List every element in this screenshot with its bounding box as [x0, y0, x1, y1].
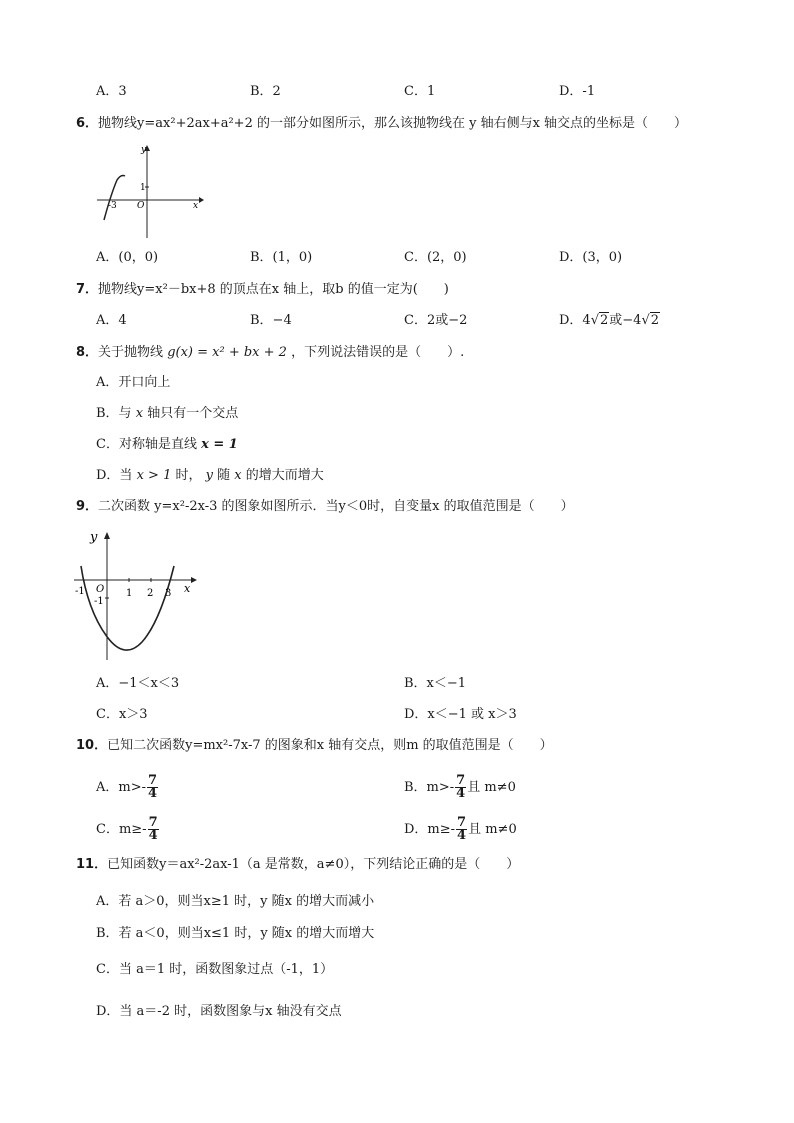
q6-option-b: B．(1，0) — [250, 250, 313, 265]
q10-option-a-fraction — [147, 775, 158, 800]
q8-option-b-var: x — [135, 406, 144, 421]
q8-option-d-cond: x > 1 — [136, 468, 172, 483]
q10-option-b-numerator: 7 — [456, 773, 466, 788]
q10-option-d-denominator: 4 — [457, 828, 467, 843]
q9-graph — [72, 528, 202, 663]
q10-option-a — [96, 775, 159, 800]
q8-option-c-pre: C．对称轴是直线 — [96, 437, 197, 452]
q11-stem: 已知函数y＝ax²-2ax-1（a 是常数，a≠0），下列结论正确的是（ ） — [107, 857, 520, 872]
q6-option-d: D．(3，0) — [559, 250, 623, 265]
q10-stem: 已知二次函数y=mx²-7x-7 的图象和x 轴有交点，则m 的取值范围是（ ） — [107, 738, 553, 753]
q10-option-c-pre: C．m≥- — [96, 822, 147, 837]
q6-option-a: A．(0，0) — [96, 250, 159, 265]
q11-option-d: D．当 a＝-2 时，函数图象与x 轴没有交点 — [96, 1004, 342, 1019]
q11-option-c: C．当 a＝1 时，函数图象过点（-1，1） — [96, 962, 334, 977]
q10-number: 10． — [76, 738, 108, 753]
q8-option-d-mid2: 随 — [217, 468, 231, 483]
q10-option-a-numerator: 7 — [148, 773, 158, 788]
q6-graph-x-label: x — [193, 201, 199, 211]
q9-graph-y-label: y — [90, 530, 98, 545]
q9-option-b: B．x＜−1 — [404, 676, 467, 691]
q7-option-d-mid: 或−4 — [609, 313, 642, 328]
q8-option-c-eq: x = 1 — [201, 437, 238, 452]
q9-graph-tick-1: 1 — [126, 588, 133, 599]
q8-stem-prefix: 关于抛物线 — [98, 345, 164, 360]
q10-option-c-fraction — [148, 817, 159, 842]
q6-number: 6． — [76, 116, 99, 131]
q8-stem-suffix: ，下列说法错误的是（ ）. — [291, 345, 465, 360]
question-11 — [76, 857, 519, 873]
q5-option-c: C．1 — [404, 84, 436, 99]
q9-graph-tick-3: 3 — [165, 588, 172, 599]
question-10 — [76, 738, 553, 754]
q10-option-c-numerator: 7 — [148, 815, 158, 830]
q11-option-b: B．若 a＜0，则当x≤1 时，y 随x 的增大而增大 — [96, 926, 375, 941]
q10-option-a-denominator: 4 — [148, 786, 158, 801]
q7-option-b: B．−4 — [250, 313, 292, 328]
q8-formula: g(x) = x² + bx + 2 — [167, 345, 287, 360]
q7-option-c: C．2或−2 — [404, 313, 468, 328]
q10-option-b — [404, 775, 516, 800]
q9-stem: 二次函数 y=x²-2x-3 的图象如图所示．当y＜0时，自变量x 的取值范围是（ ） — [98, 499, 574, 514]
q9-option-d: D．x＜−1 或 x＞3 — [404, 707, 517, 722]
q10-option-b-fraction — [455, 775, 466, 800]
q8-option-d-pre: D．当 — [96, 468, 133, 483]
q8-option-d-y: y — [205, 468, 213, 483]
q10-option-a-pre: A．m>- — [96, 780, 147, 795]
question-9 — [76, 499, 574, 515]
q6-graph-tick-neg3: -3 — [108, 201, 117, 211]
q9-option-c: C．x＞3 — [96, 707, 148, 722]
q6-graph-tick-1: 1 — [140, 183, 146, 193]
q6-option-c: C．(2，0) — [404, 250, 467, 265]
q8-option-b-post: 轴只有一个交点 — [147, 406, 239, 421]
q7-number: 7． — [76, 282, 99, 297]
q10-option-c — [96, 817, 160, 842]
q9-number: 9． — [76, 499, 99, 514]
q10-option-b-post: 且 m≠0 — [467, 780, 516, 795]
q10-option-d-post: 且 m≠0 — [468, 822, 517, 837]
question-6 — [76, 116, 687, 132]
q7-stem: 抛物线y=x²－bx+8 的顶点在x 轴上，取b 的值一定为( ) — [98, 282, 449, 297]
q9-graph-tick-2: 2 — [147, 588, 154, 599]
q9-graph-x-label: x — [184, 582, 191, 595]
q10-option-d-numerator: 7 — [457, 815, 467, 830]
q6-stem: 抛物线y=ax²+2ax+a²+2 的一部分如图所示，那么该抛物线在 y 轴右侧与x 轴交点的坐标是（ ） — [98, 116, 688, 131]
q5-option-a: A．3 — [96, 84, 127, 99]
q8-option-b-pre: B．与 — [96, 406, 132, 421]
q5-option-d: D．-1 — [559, 84, 596, 99]
q8-option-a: A．开口向上 — [96, 375, 171, 390]
q7-option-a: A．4 — [96, 313, 127, 328]
q10-option-d-fraction — [456, 817, 467, 842]
question-8 — [76, 345, 464, 361]
q9-option-a: A．−1＜x＜3 — [96, 676, 180, 691]
q8-number: 8． — [76, 345, 99, 360]
q9-graph-tick-neg1: -1 — [75, 586, 85, 597]
q9-graph-tick-neg1-y: -1 — [94, 596, 104, 607]
q6-graph-y-label: y — [141, 145, 147, 155]
q8-option-b — [96, 406, 238, 422]
q7-option-d-prefix: D．4 — [559, 313, 591, 328]
q11-option-a: A．若 a＞0，则当x≥1 时，y 随x 的增大而减小 — [96, 894, 375, 909]
q10-option-d-pre: D．m≥- — [404, 822, 456, 837]
q7-option-d-radicand-1: 2 — [600, 313, 609, 328]
question-7 — [76, 282, 449, 298]
q8-option-d-mid: 时， — [175, 468, 202, 483]
q6-graph — [95, 142, 205, 242]
q10-option-b-denominator: 4 — [456, 786, 466, 801]
q9-graph-origin: O — [96, 584, 105, 595]
q8-option-c — [96, 437, 238, 453]
q10-option-b-pre: B．m>- — [404, 780, 455, 795]
q11-number: 11． — [76, 857, 108, 872]
q10-option-c-denominator: 4 — [148, 828, 158, 843]
q5-option-b: B．2 — [250, 84, 281, 99]
q8-option-d-post: 的增大而增大 — [245, 468, 324, 483]
q7-option-d: D．4√2或−4√2 — [559, 313, 660, 328]
q7-option-d-radicand-2: 2 — [650, 313, 660, 328]
q6-graph-origin: O — [137, 201, 145, 211]
q10-option-d — [404, 817, 517, 842]
q8-option-d-x: x — [234, 468, 242, 483]
q8-option-d — [96, 468, 324, 484]
